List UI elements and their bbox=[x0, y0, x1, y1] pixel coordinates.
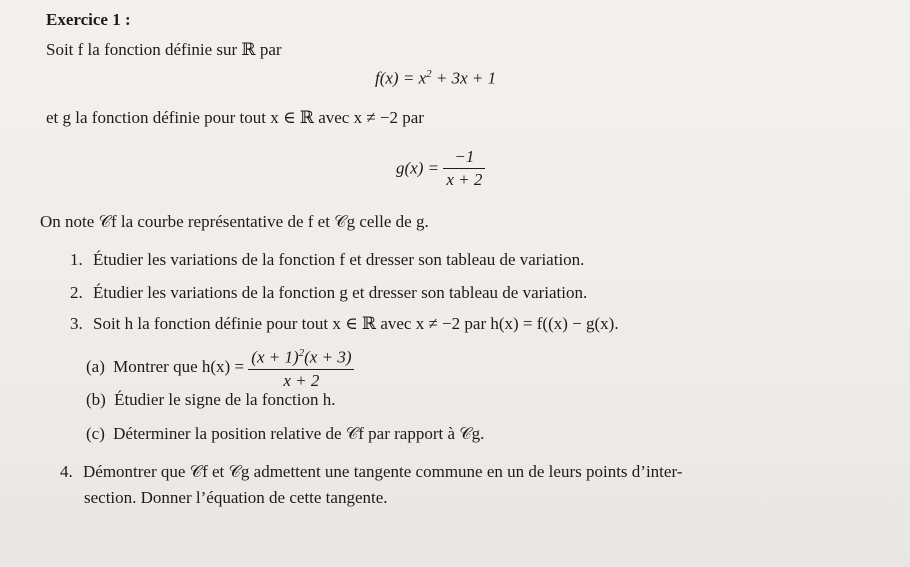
f-rhs-rest: + 3x + 1 bbox=[435, 68, 497, 88]
subquestion-label: (c) bbox=[86, 424, 105, 443]
question-text: Étudier les variations de la fonction f et dresser son tableau de variation. bbox=[93, 250, 585, 269]
g-lhs: g(x) = bbox=[396, 158, 440, 178]
g-denominator: x + 2 bbox=[446, 170, 483, 189]
question-number: 3. bbox=[70, 314, 83, 333]
g-numerator: −1 bbox=[443, 146, 485, 169]
subquestion-text: Étudier le signe de la fonction h. bbox=[114, 390, 336, 409]
intro-line: Soit f la fonction définie sur ℝ par bbox=[46, 40, 282, 59]
exercise-title: Exercice 1 : bbox=[46, 10, 131, 29]
subquestion-text: Montrer que h(x) = bbox=[113, 356, 245, 376]
h-fraction bbox=[248, 342, 354, 392]
h-num-part-b: (x + 3) bbox=[304, 347, 352, 367]
question-4-continuation: section. Donner l’équation de cette tangente. bbox=[84, 488, 388, 507]
subquestion-a bbox=[86, 342, 354, 392]
f-rhs-x: x bbox=[418, 68, 427, 88]
subquestion-label: (a) bbox=[86, 356, 105, 376]
h-denominator: x + 2 bbox=[283, 370, 320, 390]
question-number: 4. bbox=[60, 462, 73, 481]
g-definition bbox=[396, 146, 485, 191]
subquestion-b bbox=[86, 390, 336, 410]
f-lhs: f(x) = bbox=[375, 68, 415, 88]
question-number: 2. bbox=[70, 283, 83, 302]
f-rhs-exponent: 2 bbox=[426, 68, 432, 80]
h-num-exponent: 2 bbox=[298, 347, 305, 359]
h-numerator bbox=[248, 342, 354, 370]
question-text: Soit h la fonction définie pour tout x ∈ ℝ avec x ≠ −2 par h(x) = f((x) − g(x). bbox=[93, 314, 619, 333]
question-text: Étudier les variations de la fonction g et dresser son tableau de variation. bbox=[93, 283, 588, 302]
g-intro-line: et g la fonction définie pour tout x ∈ ℝ avec x ≠ −2 par bbox=[46, 108, 424, 127]
question-3 bbox=[70, 314, 619, 334]
question-4 bbox=[60, 462, 682, 482]
f-definition bbox=[375, 68, 496, 89]
question-number: 1. bbox=[70, 250, 83, 269]
subquestion-c bbox=[86, 424, 484, 444]
subquestion-text: Déterminer la position relative de 𝒞f par rapport à 𝒞g. bbox=[113, 424, 485, 443]
question-2 bbox=[70, 283, 587, 303]
g-fraction bbox=[443, 146, 485, 191]
subquestion-label: (b) bbox=[86, 390, 106, 409]
question-text: Démontrer que 𝒞f et 𝒞g admettent une tangente commune en un de leurs points d’inter- bbox=[83, 462, 683, 481]
note-line: On note 𝒞f la courbe représentative de f et 𝒞g celle de g. bbox=[40, 212, 429, 231]
h-num-part-a: (x + 1) bbox=[251, 347, 299, 367]
question-1 bbox=[70, 250, 584, 270]
